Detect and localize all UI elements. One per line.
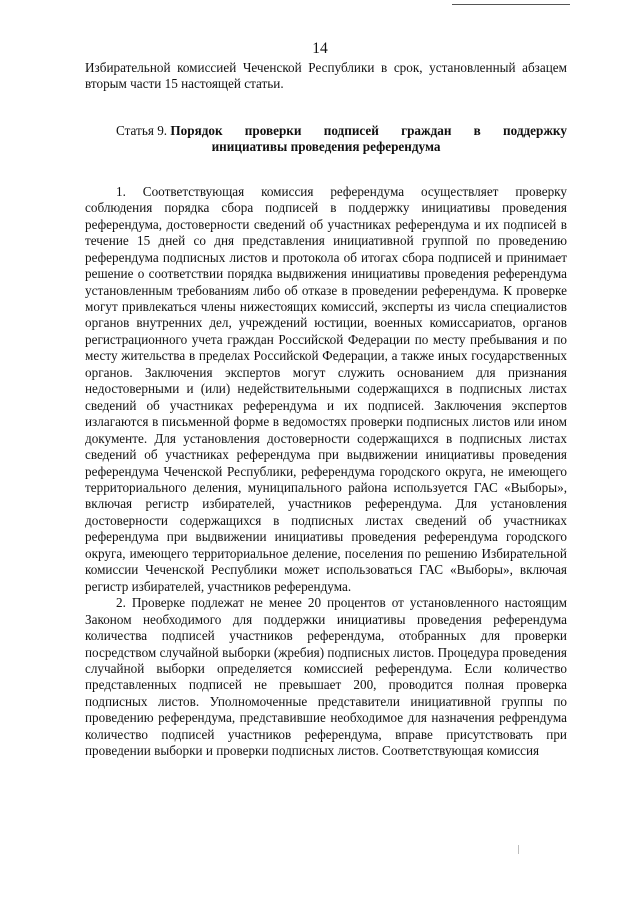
paragraph-1: 1. Соответствующая комиссия референдума осуществляет проверку соблюдения порядка сбора подписей в поддержку инициативы проведения референдума, достоверности сведений об участниках референдума и их подписей в течение 15 дней со дня представления инициативной группой по проведению референдума подписных листов и протокола об итогах сбора подписей и принимает решение о соответствии порядка выдвижения инициативы проведения референдума установленным требованиям либо об отказе в проведении референдума. К проверке могут привлекаться члены нижестоящих комиссий, эксперты из числа специалистов органов внутренних дел, учреждений юстиции, военных комиссариатов, органов регистрационного учета граждан Российской Федерации по месту пребывания и по месту жительства в пределах Российской Федерации, а также иных государственных органов. Заключения экспертов могут служить основанием для признания недостоверными и (или) недействительными содержащихся в подписных листах сведений об участниках референдума и их подписей. Заключения экспертов излагаются в письменной форме в ведомостях проверки подписных листов или ином документе. Для установления достоверности содержащихся в подписных листах сведений об участниках референдума при выдвижении инициативы проведения референдума Чеченской Республики, референдума городского округа, не имеющего территориального деления, муниципального района используется ГАС «Выборы», включая регистр избирателей, участников референдума. Для установления достоверности содержащихся в подписных листах сведений об участниках референдума при выдвижении инициативы проведения референдума городского округа, имеющего территориальное деление, поселения по решению Избирательной комиссии Чеченской Республики может использоваться ГАС «Выборы», включая регистр избирателей, участников референдума. <box>85 183 567 594</box>
article-title-word: в <box>473 122 481 138</box>
article-title-word: подписей <box>323 122 379 138</box>
article-title-word: проверки <box>244 122 302 138</box>
article-title-word: поддержку <box>503 122 567 138</box>
paragraph-2: 2. Проверке подлежат не менее 20 процентов от установленного настоящим Законом необходимого для поддержки инициативы проведения референдума количества подписей участников референдума, отобранных для проверки посредством случайной выборки (жребия) подписных листов. Процедура проведения случайной выборки определяется комиссией референдума. Если количество представленных подписей не превышает 200, проводится полная проверка подписных листов. Уполномоченные представители инициативной группы по проведению референдума, представившие необходимое для назначения рефрендума количество подписей участников референдума, вправе присутствовать при проведении выборки и проверки подписных листов. Соответствующая комиссия <box>85 595 567 759</box>
article-title-line2: инициативы проведения референдума <box>211 139 441 155</box>
article-label: Статья 9. Порядок <box>116 122 223 138</box>
article-heading-line1 <box>85 123 567 139</box>
margin-mark <box>518 845 519 854</box>
article-title-word: граждан <box>401 122 452 138</box>
header-rule <box>452 4 570 5</box>
article-heading <box>85 123 567 156</box>
page-number: 14 <box>312 40 328 57</box>
intro-paragraph: Избирательной комиссией Чеченской Республики в срок, установленный абзацем вторым части 15 настоящей статьи. <box>85 60 567 92</box>
document-body <box>85 60 567 760</box>
